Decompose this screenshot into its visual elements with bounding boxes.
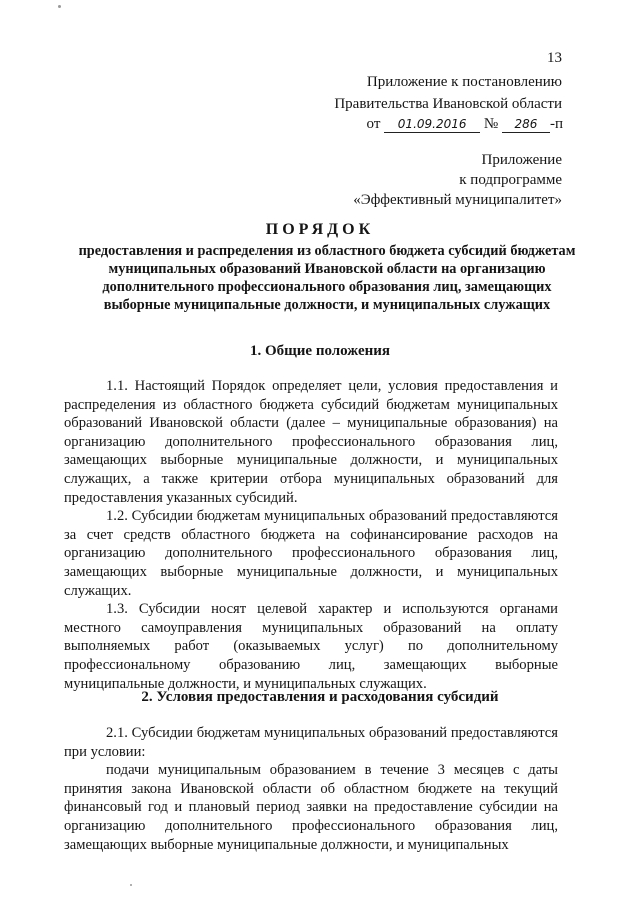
number-suffix: -п: [549, 116, 563, 132]
section-1-body: [64, 377, 558, 693]
annex-date-line: [367, 116, 563, 133]
annex-line-2: Правительства Ивановской области: [334, 96, 562, 112]
scan-speck: [130, 884, 132, 886]
paragraph-1-1: 1.1. Настоящий Порядок определяет цели, условия предоставления и распределения из областного бюджета субсидий бюджетам муниципальных образований Ивановской области (далее – муниципальные образования) на организацию дополнительного профессионального образования лиц, замещающих выборные муниципальные должности, и муниципальных служащих, а также критерии отбора муниципальных образований для предоставления указанных субсидий.: [64, 378, 558, 506]
paragraph-2-1: 2.1. Субсидии бюджетам муниципальных образований предоставляются при условии:: [64, 725, 558, 760]
sub-annex-line-3: «Эффективный муниципалитет»: [353, 192, 562, 208]
handwritten-number: 286: [502, 116, 550, 133]
section-1-heading: 1. Общие положения: [249, 343, 391, 359]
document-subtitle: предоставления и распределения из областного бюджета субсидий бюджетам муниципальных образований Ивановской области на организацию дополнительного профессионального образования лиц, замещающих выборные муниципальные должности, и муниципальных служащих: [78, 243, 576, 313]
paragraph-1-3: 1.3. Субсидии носят целевой характер и используются органами местного самоуправления муниципальных образований на оплату выполняемых работ (оказываемых услуг) по дополнительному профессиональному образованию лиц, замещающих выборные муниципальные должности, и муниципальных служащих.: [64, 601, 558, 692]
paragraph-2-1-condition: подачи муниципальным образованием в течение 3 месяцев с даты принятия закона Ивановской области об областном бюджете на текущий финансовый год и плановый период заявки на предоставление субсидии на организацию дополнительного профессионального образования лиц, замещающих выборные муниципальные должности, и муниципальных: [64, 762, 558, 853]
number-sign: №: [483, 116, 499, 132]
annex-line-1: Приложение к постановлению: [366, 74, 562, 90]
paragraph-1-2: 1.2. Субсидии бюджетам муниципальных образований предоставляются за счет средств областного бюджета на софинансирование расходов на организацию дополнительного профессионального образования лиц, замещающих выборные муниципальные должности, и муниципальных служащих.: [64, 508, 558, 599]
sub-annex-line-2: к подпрограмме: [459, 172, 562, 188]
section-2-heading: 2. Условия предоставления и расходования субсидий: [141, 689, 499, 705]
document-title: ПОРЯДОК: [265, 221, 375, 238]
date-prefix: от: [366, 116, 381, 132]
section-2-body: [64, 724, 558, 854]
sub-annex-line-1: Приложение: [481, 152, 562, 168]
page-number: 13: [547, 50, 562, 66]
handwritten-date: 01.09.2016: [384, 116, 480, 133]
scan-speck: [58, 5, 61, 8]
